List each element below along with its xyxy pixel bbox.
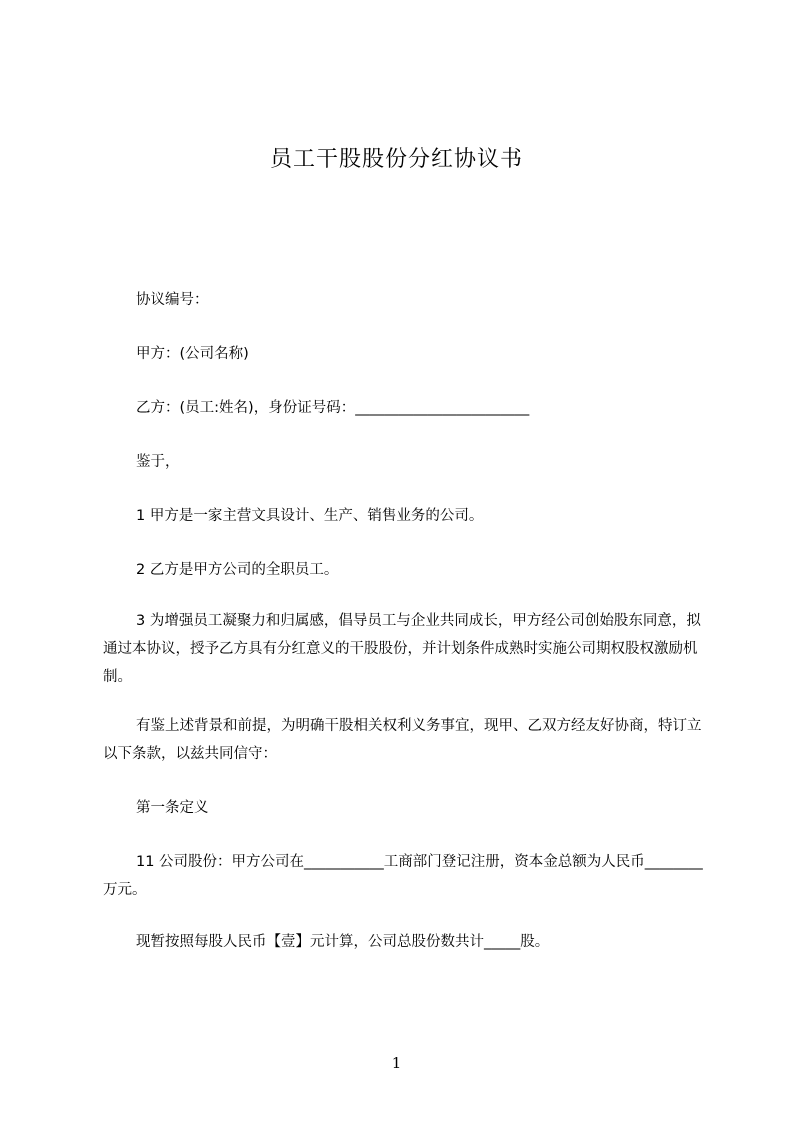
party-a: 甲方：(公司名称)	[136, 346, 249, 362]
clause-1-1: 11 公司股份：甲方公司在___________工商部门登记注册，资本金总额为人民币________万元。	[103, 854, 703, 898]
recital-1: 1 甲方是一家主营文具设计、生产、销售业务的公司。	[136, 508, 484, 524]
party-b: 乙方：(员工:姓名)，身份证号码：________________________	[136, 400, 530, 416]
article-1-heading: 第一条定义	[136, 800, 209, 816]
background-statement: 有鉴上述背景和前提，为明确干股相关权利义务事宜，现甲、乙双方经友好协商，特订立以下条款，以兹共同信守：	[103, 718, 702, 762]
recital-2: 2 乙方是甲方公司的全职员工。	[136, 562, 339, 578]
recital-3: 3 为增强员工凝聚力和归属感，倡导员工与企业共同成长，甲方经公司创始股东同意，拟通过本协议，授予乙方具有分红意义的干股股份，并计划条件成熟时实施公司期权股权激励机制。	[103, 613, 701, 685]
document-title: 员工干股股份分红协议书	[269, 147, 523, 172]
whereas-heading: 鉴于，	[136, 454, 180, 470]
share-count-clause: 现暂按照每股人民币【壹】元计算，公司总股份数共计_____股。	[136, 934, 550, 950]
page-number: 1	[391, 1054, 402, 1072]
agreement-number: 协议编号：	[136, 292, 209, 308]
